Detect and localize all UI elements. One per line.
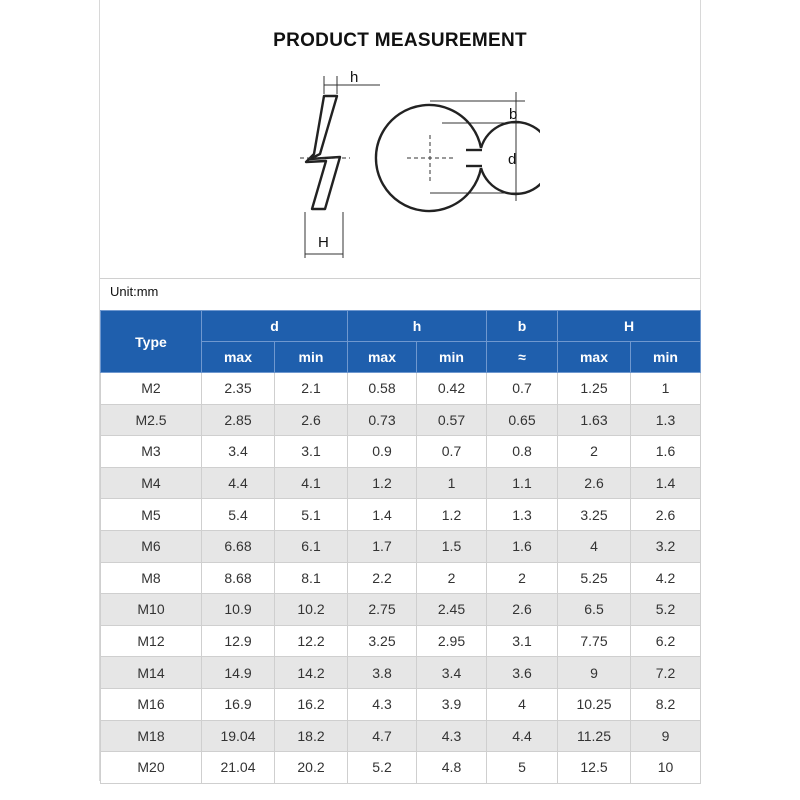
- unit-label: Unit:mm: [110, 284, 159, 299]
- row-type-cell: M16: [101, 688, 202, 720]
- table-cell: 5.1: [275, 499, 348, 531]
- table-cell: 0.65: [487, 404, 558, 436]
- table-cell: 2: [487, 562, 558, 594]
- table-cell: 1.7: [348, 530, 417, 562]
- table-row: [101, 562, 701, 594]
- table-cell: 6.68: [202, 530, 275, 562]
- row-type-cell: M4: [101, 467, 202, 499]
- col-group-h: h: [348, 311, 487, 342]
- table-cell: 3.25: [558, 499, 631, 531]
- table-cell: 2.6: [631, 499, 701, 531]
- table-cell: 12.2: [275, 625, 348, 657]
- row-type-cell: M14: [101, 657, 202, 689]
- washer-diagram: [280, 66, 540, 266]
- table-cell: 1: [417, 467, 487, 499]
- label-H: H: [318, 234, 329, 251]
- table-cell: 3.1: [275, 436, 348, 468]
- table-cell: 16.2: [275, 688, 348, 720]
- table-cell: 1.5: [417, 530, 487, 562]
- table-cell: 2.1: [275, 373, 348, 405]
- table-cell: 6.2: [631, 625, 701, 657]
- table-cell: 0.57: [417, 404, 487, 436]
- table-cell: 1.6: [487, 530, 558, 562]
- col-subheader: max: [558, 342, 631, 373]
- table-cell: 3.6: [487, 657, 558, 689]
- col-subheader: min: [275, 342, 348, 373]
- table-cell: 2.6: [275, 404, 348, 436]
- table-cell: 0.7: [417, 436, 487, 468]
- col-subheader: max: [202, 342, 275, 373]
- row-type-cell: M2.5: [101, 404, 202, 436]
- table-cell: 2.75: [348, 594, 417, 626]
- table-cell: 0.8: [487, 436, 558, 468]
- table-cell: 21.04: [202, 752, 275, 784]
- col-subheader: min: [631, 342, 701, 373]
- table-cell: 19.04: [202, 720, 275, 752]
- col-subheader: min: [417, 342, 487, 373]
- table-cell: 0.42: [417, 373, 487, 405]
- table-cell: 9: [631, 720, 701, 752]
- table-cell: 5: [487, 752, 558, 784]
- row-type-cell: M2: [101, 373, 202, 405]
- table-cell: 8.2: [631, 688, 701, 720]
- table-cell: 5.4: [202, 499, 275, 531]
- table-cell: 1.1: [487, 467, 558, 499]
- table-row: [101, 404, 701, 436]
- table-cell: 1.4: [631, 467, 701, 499]
- table-cell: 3.25: [348, 625, 417, 657]
- table-cell: 5.25: [558, 562, 631, 594]
- col-subheader: ≈: [487, 342, 558, 373]
- table-cell: 10: [631, 752, 701, 784]
- row-type-cell: M5: [101, 499, 202, 531]
- table-cell: 0.58: [348, 373, 417, 405]
- table-cell: 2.85: [202, 404, 275, 436]
- table-cell: 3.9: [417, 688, 487, 720]
- col-header-type: Type: [101, 311, 202, 373]
- washer-side-view: [306, 96, 340, 209]
- table-cell: 1.63: [558, 404, 631, 436]
- table-cell: 4.4: [487, 720, 558, 752]
- table-cell: 4.7: [348, 720, 417, 752]
- col-group-d: d: [202, 311, 348, 342]
- table-cell: 1.25: [558, 373, 631, 405]
- table-row: [101, 594, 701, 626]
- table-cell: 14.9: [202, 657, 275, 689]
- table-row: [101, 657, 701, 689]
- row-type-cell: M6: [101, 530, 202, 562]
- table-cell: 1.3: [487, 499, 558, 531]
- table-cell: 8.1: [275, 562, 348, 594]
- table-cell: 4.3: [417, 720, 487, 752]
- table-cell: 0.73: [348, 404, 417, 436]
- table-cell: 4: [487, 688, 558, 720]
- table-cell: 4.4: [202, 467, 275, 499]
- table-cell: 1.2: [417, 499, 487, 531]
- table-row: [101, 373, 701, 405]
- table-cell: 4.8: [417, 752, 487, 784]
- header-row-groups: [101, 311, 701, 342]
- table-cell: 4.3: [348, 688, 417, 720]
- table-row: [101, 688, 701, 720]
- table-cell: 12.9: [202, 625, 275, 657]
- table-cell: 11.25: [558, 720, 631, 752]
- table-cell: 3.4: [417, 657, 487, 689]
- table-cell: 2.45: [417, 594, 487, 626]
- col-subheader: max: [348, 342, 417, 373]
- table-cell: 2.95: [417, 625, 487, 657]
- table-cell: 18.2: [275, 720, 348, 752]
- table-cell: 1.2: [348, 467, 417, 499]
- table-cell: 1: [631, 373, 701, 405]
- table-row: [101, 720, 701, 752]
- row-type-cell: M8: [101, 562, 202, 594]
- table-cell: 1.4: [348, 499, 417, 531]
- label-h: h: [350, 69, 359, 86]
- table-cell: 3.1: [487, 625, 558, 657]
- table-row: [101, 530, 701, 562]
- table-row: [101, 467, 701, 499]
- table-cell: 7.2: [631, 657, 701, 689]
- table-cell: 3.2: [631, 530, 701, 562]
- col-group-b: b: [487, 311, 558, 342]
- section-divider: [100, 278, 700, 279]
- table-cell: 2.6: [487, 594, 558, 626]
- table-cell: 2.6: [558, 467, 631, 499]
- row-type-cell: M18: [101, 720, 202, 752]
- table-row: [101, 625, 701, 657]
- spec-table-body: [101, 373, 701, 784]
- row-type-cell: M12: [101, 625, 202, 657]
- table-cell: 5.2: [348, 752, 417, 784]
- table-row: [101, 436, 701, 468]
- table-cell: 4.1: [275, 467, 348, 499]
- page-title: PRODUCT MEASUREMENT: [273, 30, 527, 51]
- table-cell: 16.9: [202, 688, 275, 720]
- label-b: b: [509, 106, 518, 123]
- table-cell: 0.7: [487, 373, 558, 405]
- spec-table: [100, 310, 701, 784]
- table-cell: 5.2: [631, 594, 701, 626]
- table-cell: 2: [417, 562, 487, 594]
- table-cell: 4: [558, 530, 631, 562]
- table-cell: 8.68: [202, 562, 275, 594]
- table-cell: 3.4: [202, 436, 275, 468]
- table-cell: 10.9: [202, 594, 275, 626]
- table-cell: 4.2: [631, 562, 701, 594]
- row-type-cell: M10: [101, 594, 202, 626]
- table-cell: 0.9: [348, 436, 417, 468]
- table-cell: 1.3: [631, 404, 701, 436]
- row-type-cell: M3: [101, 436, 202, 468]
- table-cell: 2: [558, 436, 631, 468]
- table-cell: 1.6: [631, 436, 701, 468]
- table-cell: 12.5: [558, 752, 631, 784]
- table-cell: 7.75: [558, 625, 631, 657]
- table-cell: 6.5: [558, 594, 631, 626]
- col-group-H: H: [558, 311, 701, 342]
- table-cell: 20.2: [275, 752, 348, 784]
- label-d: d: [508, 151, 517, 168]
- table-cell: 9: [558, 657, 631, 689]
- table-cell: 10.2: [275, 594, 348, 626]
- table-cell: 6.1: [275, 530, 348, 562]
- table-cell: 14.2: [275, 657, 348, 689]
- row-type-cell: M20: [101, 752, 202, 784]
- table-cell: 10.25: [558, 688, 631, 720]
- table-cell: 2.35: [202, 373, 275, 405]
- table-cell: 3.8: [348, 657, 417, 689]
- table-row: [101, 752, 701, 784]
- table-row: [101, 499, 701, 531]
- table-cell: 2.2: [348, 562, 417, 594]
